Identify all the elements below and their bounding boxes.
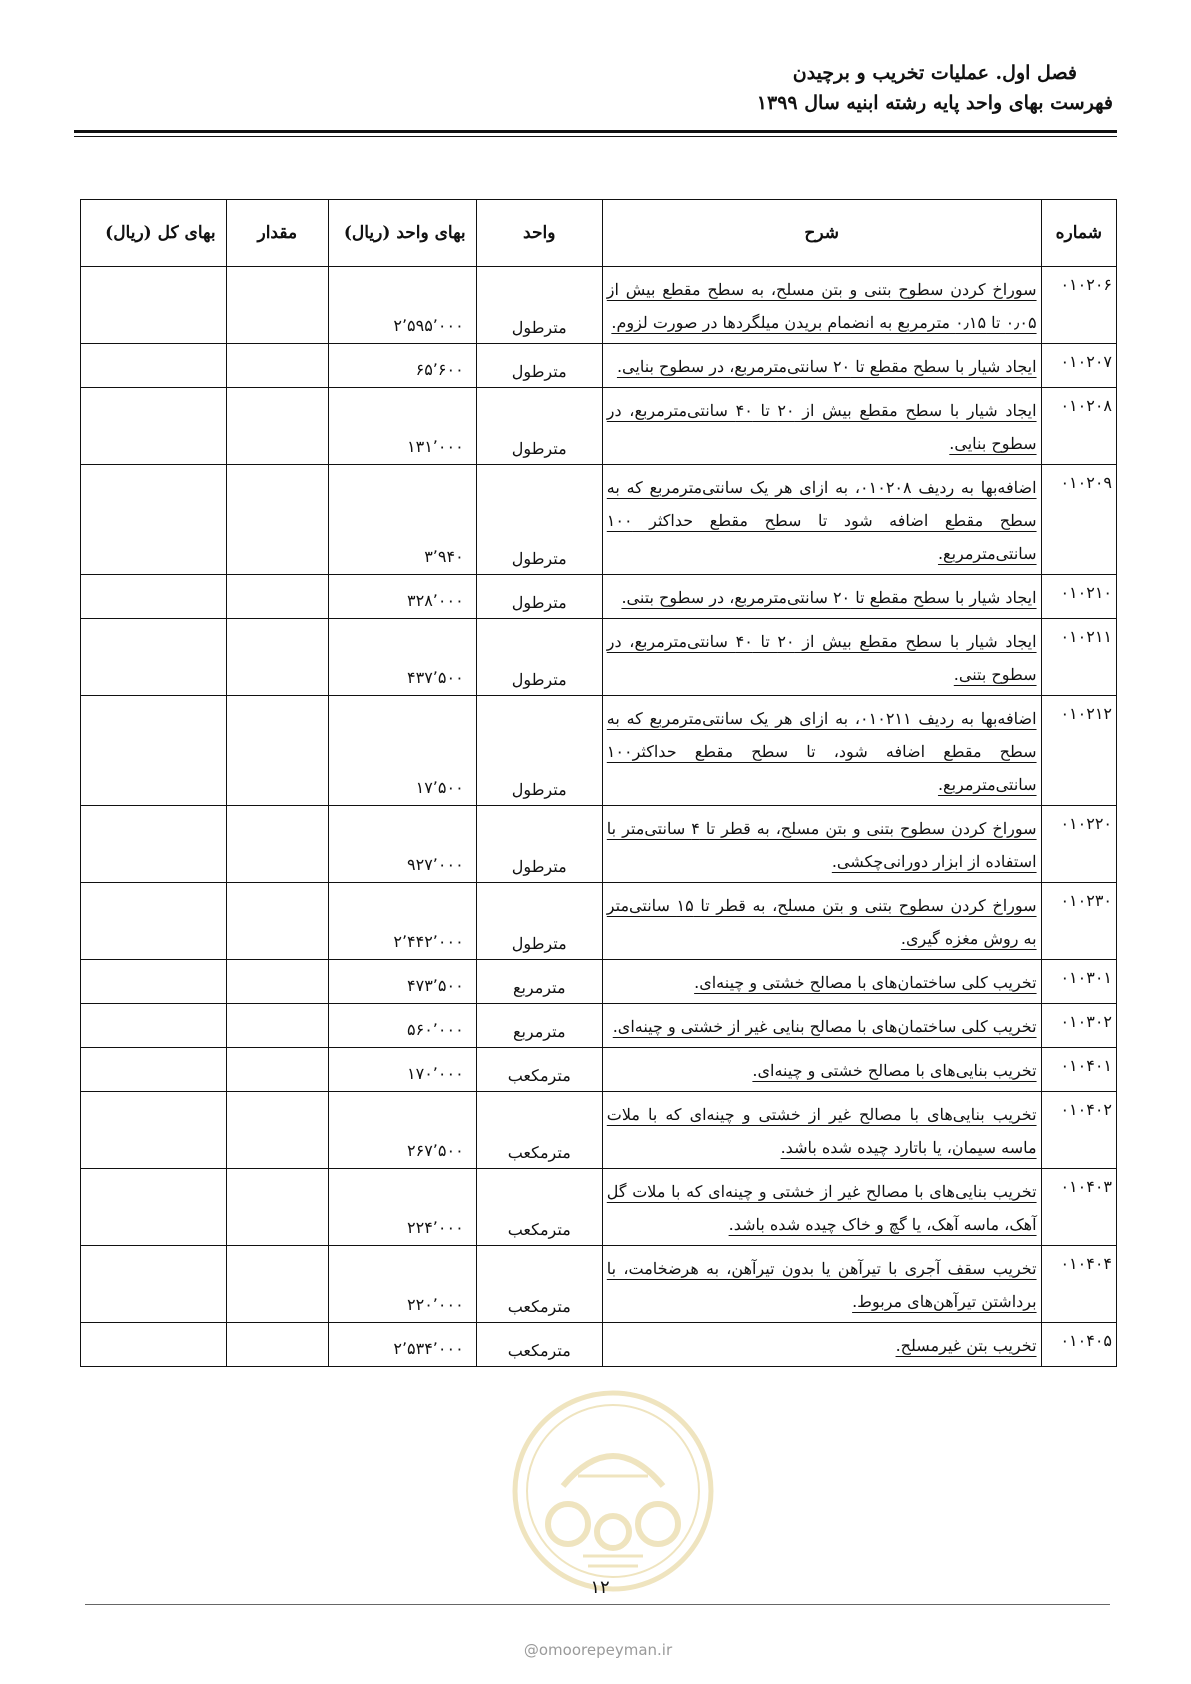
row-total-price-cell: [81, 960, 227, 1004]
row-code-cell: ۰۱۰۲۰۷: [1041, 344, 1116, 388]
row-total-price-cell: [81, 465, 227, 575]
table-row: [81, 1092, 1117, 1169]
row-description-text: تخریب بنایی‌های با مصالح خشتی و چینه‌ای.: [752, 1061, 1037, 1080]
header-total-price: بهای کل (ریال): [81, 200, 227, 267]
row-description-text: تخریب سقف آجری با تیرآهن یا بدون تیرآهن، به هرضخامت، با برداشتن تیرآهن‌های مربوط.: [606, 1259, 1037, 1311]
row-description-text: ایجاد شیار با سطح مقطع بیش از ۲۰ تا ۴۰ سانتی‌مترمربع، در سطوح بتنی.: [606, 632, 1037, 684]
row-quantity-cell: [226, 1169, 328, 1246]
row-quantity-cell: [226, 883, 328, 960]
row-total-price-cell: [81, 1246, 227, 1323]
row-code-cell: ۰۱۰۲۲۰: [1041, 806, 1116, 883]
row-description-cell: [602, 960, 1041, 1004]
row-quantity-cell: [226, 619, 328, 696]
row-description-cell: [602, 806, 1041, 883]
row-unit-cell: مترمکعب: [476, 1092, 602, 1169]
row-description-text: تخریب بنایی‌های با مصالح غیر از خشتی و چینه‌ای که با ملات گل آهک، ماسه آهک، یا گچ و خاک چیده شده باشد.: [606, 1182, 1037, 1234]
row-unit-price-cell: ۲٬۵۹۵٬۰۰۰: [328, 267, 476, 344]
row-quantity-cell: [226, 1048, 328, 1092]
row-quantity-cell: [226, 1323, 328, 1367]
row-description-text: سوراخ کردن سطوح بتنی و بتن مسلح، به سطح مقطع بیش از ۰٫۰۵ تا ۰٫۱۵ مترمربع به انضمام بریدن میلگردها در صورت لزوم.: [606, 280, 1037, 332]
row-quantity-cell: [226, 1246, 328, 1323]
row-description-cell: [602, 619, 1041, 696]
row-unit-cell: مترمکعب: [476, 1323, 602, 1367]
page-header: [757, 58, 1113, 118]
table-row: [81, 1048, 1117, 1092]
row-unit-price-cell: ۴۷۳٬۵۰۰: [328, 960, 476, 1004]
row-unit-price-cell: ۹۲۷٬۰۰۰: [328, 806, 476, 883]
row-unit-cell: مترمربع: [476, 960, 602, 1004]
row-unit-price-cell: ۲۶۷٬۵۰۰: [328, 1092, 476, 1169]
row-total-price-cell: [81, 883, 227, 960]
table-row: [81, 344, 1117, 388]
site-watermark: @omoorepeyman.ir: [523, 1641, 673, 1659]
row-unit-cell: مترطول: [476, 388, 602, 465]
row-code-cell: ۰۱۰۲۱۱: [1041, 619, 1116, 696]
row-quantity-cell: [226, 267, 328, 344]
row-code-cell: ۰۱۰۴۰۴: [1041, 1246, 1116, 1323]
header-code: شماره: [1041, 200, 1116, 267]
table-row: [81, 1004, 1117, 1048]
row-unit-price-cell: ۲۲۴٬۰۰۰: [328, 1169, 476, 1246]
table-header-row: [81, 200, 1117, 267]
row-description-cell: [602, 267, 1041, 344]
header-rule-thin: [74, 136, 1117, 137]
row-description-text: ایجاد شیار با سطح مقطع بیش از ۲۰ تا ۴۰ سانتی‌مترمربع، در سطوح بنایی.: [606, 401, 1037, 453]
header-unit-price: بهای واحد (ریال): [328, 200, 476, 267]
table-row: [81, 619, 1117, 696]
row-unit-price-cell: ۱۷٬۵۰۰: [328, 696, 476, 806]
table-row: [81, 1169, 1117, 1246]
table-body: [81, 267, 1117, 1367]
row-code-cell: ۰۱۰۲۱۰: [1041, 575, 1116, 619]
row-unit-price-cell: ۳۲۸٬۰۰۰: [328, 575, 476, 619]
table-row: [81, 388, 1117, 465]
row-unit-cell: مترطول: [476, 344, 602, 388]
row-description-cell: [602, 1169, 1041, 1246]
row-description-cell: [602, 1246, 1041, 1323]
row-description-cell: [602, 1323, 1041, 1367]
row-code-cell: ۰۱۰۴۰۵: [1041, 1323, 1116, 1367]
row-total-price-cell: [81, 696, 227, 806]
table-row: [81, 1323, 1117, 1367]
row-quantity-cell: [226, 575, 328, 619]
table-row: [81, 806, 1117, 883]
row-total-price-cell: [81, 1004, 227, 1048]
row-description-text: تخریب کلی ساختمان‌های با مصالح خشتی و چینه‌ای.: [694, 973, 1037, 992]
row-total-price-cell: [81, 806, 227, 883]
row-total-price-cell: [81, 1092, 227, 1169]
row-total-price-cell: [81, 1169, 227, 1246]
row-description-cell: [602, 388, 1041, 465]
row-code-cell: ۰۱۰۴۰۳: [1041, 1169, 1116, 1246]
row-code-cell: ۰۱۰۲۰۹: [1041, 465, 1116, 575]
row-code-cell: ۰۱۰۲۳۰: [1041, 883, 1116, 960]
row-unit-cell: مترمکعب: [476, 1169, 602, 1246]
footer-rule: [85, 1604, 1110, 1605]
row-quantity-cell: [226, 696, 328, 806]
row-unit-price-cell: ۶۵٬۶۰۰: [328, 344, 476, 388]
row-code-cell: ۰۱۰۲۰۸: [1041, 388, 1116, 465]
row-description-cell: [602, 344, 1041, 388]
row-unit-cell: مترطول: [476, 575, 602, 619]
row-description-cell: [602, 1092, 1041, 1169]
row-unit-cell: مترطول: [476, 806, 602, 883]
row-unit-price-cell: ۱۳۱٬۰۰۰: [328, 388, 476, 465]
row-unit-price-cell: ۱۷۰٬۰۰۰: [328, 1048, 476, 1092]
row-total-price-cell: [81, 267, 227, 344]
row-unit-cell: مترطول: [476, 267, 602, 344]
table-row: [81, 575, 1117, 619]
row-description-text: تخریب بنایی‌های با مصالح غیر از خشتی و چینه‌ای که با ملات ماسه سیمان، یا باتارد چیده شده باشد.: [606, 1105, 1037, 1157]
row-code-cell: ۰۱۰۴۰۲: [1041, 1092, 1116, 1169]
table-row: [81, 883, 1117, 960]
row-quantity-cell: [226, 806, 328, 883]
row-description-cell: [602, 1004, 1041, 1048]
header-unit: واحد: [476, 200, 602, 267]
row-quantity-cell: [226, 344, 328, 388]
row-description-text: تخریب بتن غیرمسلح.: [895, 1336, 1037, 1355]
row-description-cell: [602, 883, 1041, 960]
row-unit-price-cell: ۲۲۰٬۰۰۰: [328, 1246, 476, 1323]
row-code-cell: ۰۱۰۴۰۱: [1041, 1048, 1116, 1092]
header-quantity: مقدار: [226, 200, 328, 267]
row-unit-cell: مترطول: [476, 696, 602, 806]
row-code-cell: ۰۱۰۳۰۲: [1041, 1004, 1116, 1048]
row-total-price-cell: [81, 575, 227, 619]
table-row: [81, 960, 1117, 1004]
table-row: [81, 465, 1117, 575]
row-unit-cell: مترطول: [476, 883, 602, 960]
row-description-text: ایجاد شیار با سطح مقطع تا ۲۰ سانتی‌مترمربع، در سطوح بنایی.: [616, 357, 1037, 376]
page-number: ۱۲: [590, 1577, 610, 1598]
row-description-text: اضافه‌بها به ردیف ۰۱۰۲۰۸، به ازای هر یک سانتی‌مترمربع که به سطح مقطع اضافه شود تا سطح مقطع حداکثر ۱۰۰ سانتی‌مترمربع.: [606, 478, 1037, 563]
header-rule-thick: [74, 130, 1117, 133]
table-row: [81, 696, 1117, 806]
row-total-price-cell: [81, 344, 227, 388]
price-list-table: [80, 199, 1117, 1367]
row-description-cell: [602, 465, 1041, 575]
row-total-price-cell: [81, 1323, 227, 1367]
row-unit-cell: مترمربع: [476, 1004, 602, 1048]
row-total-price-cell: [81, 388, 227, 465]
row-unit-price-cell: ۵۶۰٬۰۰۰: [328, 1004, 476, 1048]
row-description-text: سوراخ کردن سطوح بتنی و بتن مسلح، به قطر تا ۱۵ سانتی‌متر به روش مغزه گیری.: [606, 896, 1037, 948]
row-quantity-cell: [226, 1092, 328, 1169]
row-unit-price-cell: ۲٬۵۳۴٬۰۰۰: [328, 1323, 476, 1367]
table-row: [81, 1246, 1117, 1323]
row-unit-cell: مترمکعب: [476, 1246, 602, 1323]
row-unit-cell: مترطول: [476, 619, 602, 696]
document-title: فهرست بهای واحد پایه رشته ابنیه سال ۱۳۹۹: [756, 92, 1113, 114]
row-description-text: ایجاد شیار با سطح مقطع تا ۲۰ سانتی‌مترمربع، در سطوح بتنی.: [621, 588, 1037, 607]
row-unit-price-cell: ۴۳۷٬۵۰۰: [328, 619, 476, 696]
row-quantity-cell: [226, 1004, 328, 1048]
row-total-price-cell: [81, 1048, 227, 1092]
table-row: [81, 267, 1117, 344]
row-total-price-cell: [81, 619, 227, 696]
row-description-text: سوراخ کردن سطوح بتنی و بتن مسلح، به قطر تا ۴ سانتی‌متر با استفاده از ابزار دورانی‌چکشی.: [606, 819, 1037, 871]
header-description: شرح: [602, 200, 1041, 267]
row-unit-price-cell: ۲٬۴۴۲٬۰۰۰: [328, 883, 476, 960]
row-description-cell: [602, 1048, 1041, 1092]
row-description-text: اضافه‌بها به ردیف ۰۱۰۲۱۱، به ازای هر یک سانتی‌مترمربع که به سطح مقطع اضافه شود، تا سطح مقطع حداکثر۱۰۰ سانتی‌مترمربع.: [606, 709, 1037, 794]
watermark-stamp: [508, 1386, 718, 1596]
chapter-title: فصل اول. عملیات تخریب و برچیدن: [792, 62, 1077, 84]
row-quantity-cell: [226, 465, 328, 575]
row-quantity-cell: [226, 960, 328, 1004]
row-code-cell: ۰۱۰۳۰۱: [1041, 960, 1116, 1004]
row-description-cell: [602, 696, 1041, 806]
row-unit-cell: مترمکعب: [476, 1048, 602, 1092]
row-quantity-cell: [226, 388, 328, 465]
row-description-text: تخریب کلی ساختمان‌های با مصالح بنایی غیر از خشتی و چینه‌ای.: [612, 1017, 1037, 1036]
row-unit-cell: مترطول: [476, 465, 602, 575]
row-code-cell: ۰۱۰۲۱۲: [1041, 696, 1116, 806]
row-description-cell: [602, 575, 1041, 619]
row-unit-price-cell: ۳٬۹۴۰: [328, 465, 476, 575]
row-code-cell: ۰۱۰۲۰۶: [1041, 267, 1116, 344]
